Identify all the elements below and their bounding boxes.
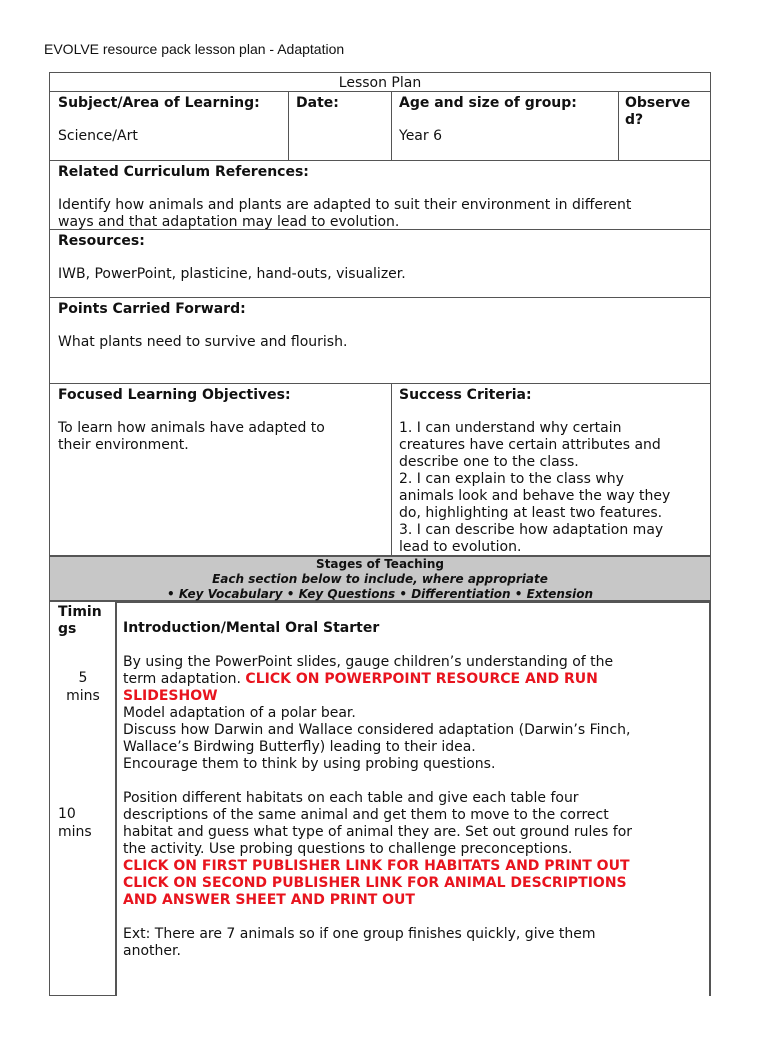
paragraph-1-line [123,671,598,688]
stages-subtitle: Each section below to include, where appropriate [212,572,548,586]
powerpoint-instruction: CLICK ON POWERPOINT RESOURCE AND RUN [245,671,598,687]
points-forward-value: What plants need to survive and flourish. [58,334,348,350]
date-label: Date: [296,95,339,111]
date-cell [288,91,392,161]
age-value: Year 6 [399,128,442,144]
curriculum-line2: ways and that adaptation may lead to evolution. [58,214,400,230]
observed-label-line2: d? [625,112,644,128]
points-forward-label: Points Carried Forward: [58,301,246,317]
lesson-plan-title: Lesson Plan [49,72,711,92]
observed-cell [618,91,711,161]
paragraph-2-line: the activity. Use probing questions to challenge preconceptions. [123,841,573,857]
section-title: Introduction/Mental Oral Starter [123,620,380,636]
objectives-line1: To learn how animals have adapted to [58,420,325,436]
paragraph-2-line: Position different habitats on each table and give each table four [123,790,579,806]
stages-title: Stages of Teaching [316,557,444,571]
resources-label: Resources: [58,233,145,249]
success-line: lead to evolution. [399,539,522,555]
observed-label-line1: Observe [625,95,691,111]
curriculum-line1: Identify how animals and plants are adapted to suit their environment in different [58,197,632,213]
stages-items: • Key Vocabulary • Key Questions • Differentiation • Extension [166,587,594,601]
page-header: EVOLVE resource pack lesson plan - Adaptation [44,41,345,57]
success-line: do, highlighting at least two features. [399,505,663,521]
success-label: Success Criteria: [399,387,532,403]
objectives-label: Focused Learning Objectives: [58,387,291,403]
paragraph-2-line: descriptions of the same animal and get them to move to the correct [123,807,609,823]
stages-of-teaching-banner [49,556,711,601]
timing-1-unit: mins [66,688,100,704]
publisher-instruction: CLICK ON FIRST PUBLISHER LINK FOR HABITATS AND PRINT OUT [123,858,630,874]
paragraph-2-line: habitat and guess what type of animal they are. Set out ground rules for [123,824,633,840]
publisher-instruction: AND ANSWER SHEET AND PRINT OUT [123,892,415,908]
resources-value: IWB, PowerPoint, plasticine, hand-outs, visualizer. [58,266,406,282]
extension-line: Ext: There are 7 animals so if one group finishes quickly, give them [123,926,596,942]
timings-label-line1: Timin [58,604,102,620]
age-cell [391,91,619,161]
timing-2-value: 10 [58,806,76,822]
curriculum-label: Related Curriculum References: [58,164,309,180]
subject-cell [49,91,289,161]
success-line: 2. I can explain to the class why [399,471,624,487]
paragraph-1-line: Encourage them to think by using probing questions. [123,756,496,772]
points-forward-cell [49,297,711,384]
timing-1-value: 5 [78,670,88,686]
age-label: Age and size of group: [399,95,577,111]
timing-2-unit: mins [58,824,92,840]
success-line: 3. I can describe how adaptation may [399,522,664,538]
objectives-line2: their environment. [58,437,189,453]
paragraph-1-line: Discuss how Darwin and Wallace considered adaptation (Darwin’s Finch, [123,722,631,738]
content-cell [115,601,711,996]
success-line: creatures have certain attributes and [399,437,661,453]
subject-value: Science/Art [58,128,138,144]
paragraph-1-line: Wallace’s Birdwing Butterfly) leading to their idea. [123,739,476,755]
timings-cell [49,601,117,996]
curriculum-cell [49,160,711,230]
objectives-cell [49,383,392,557]
success-line: 1. I can understand why certain [399,420,622,436]
extension-line: another. [123,943,181,959]
resources-cell [49,229,711,298]
paragraph-1-line: By using the PowerPoint slides, gauge children’s understanding of the [123,654,614,670]
success-cell [391,383,711,557]
success-line: animals look and behave the way they [399,488,671,504]
timings-label-line2: gs [58,621,77,637]
paragraph-1-text: term adaptation. [123,671,246,687]
powerpoint-instruction: SLIDESHOW [123,688,218,704]
publisher-instruction: CLICK ON SECOND PUBLISHER LINK FOR ANIMAL DESCRIPTIONS [123,875,627,891]
success-line: describe one to the class. [399,454,579,470]
subject-label: Subject/Area of Learning: [58,95,260,111]
lesson-plan-table [49,72,711,1062]
paragraph-1-line: Model adaptation of a polar bear. [123,705,356,721]
